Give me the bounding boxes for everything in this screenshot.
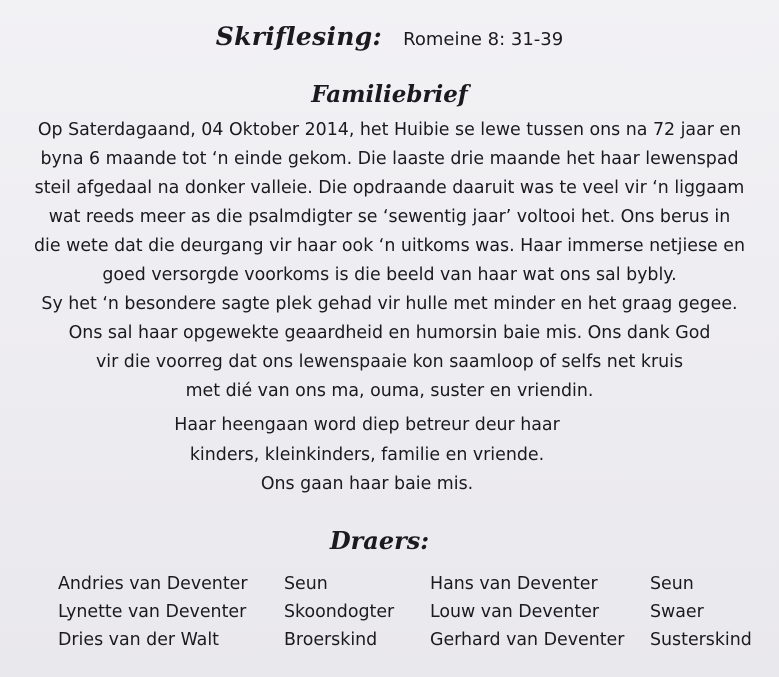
letter-line: die wete dat die deurgang vir haar ook ‘n uitkoms was. Haar immerse netjiese en	[34, 236, 745, 256]
letter-line: steil afgedaal na donker valleie. Die opdraande daaruit was te veel vir ‘n liggaam	[34, 178, 745, 198]
bearer-relation: Seun	[284, 574, 328, 594]
letter-line: met dié van ons ma, ouma, suster en vriendin.	[185, 381, 594, 401]
letter-line: Sy het ‘n besondere sagte plek gehad vir hulle met minder en het graag gegee.	[41, 294, 738, 314]
closing-message	[0, 411, 734, 500]
letter-line: Op Saterdagaand, 04 Oktober 2014, het Huibie se lewe tussen ons na 72 jaar en	[37, 120, 742, 140]
bearer-relation: Seun	[650, 574, 694, 594]
letter-title: Familiebrief	[311, 81, 468, 108]
closing-line: Haar heengaan word diep betreur deur haar	[174, 415, 560, 435]
bearer-name: Louw van Deventer	[430, 602, 600, 622]
letter-line: vir die voorreg dat ons lewenspaaie kon saamloop of selfs net kruis	[95, 352, 684, 372]
scripture-reading	[0, 22, 779, 51]
bearer-name: Lynette van Deventer	[58, 602, 247, 622]
bearer-relation: Susterskind	[650, 630, 752, 650]
bearer-name: Andries van Deventer	[58, 574, 248, 594]
bearer-name: Gerhard van Deventer	[430, 630, 625, 650]
closing-line: Ons gaan haar baie mis.	[260, 474, 474, 494]
bearer-relation: Swaer	[650, 602, 704, 622]
letter-line: goed versorgde voorkoms is die beeld van haar wat ons sal bybly.	[102, 265, 677, 285]
letter-line: byna 6 maande tot ‘n einde gekom. Die laaste drie maande het haar lewenspad	[40, 149, 739, 169]
bearers-list	[0, 570, 779, 660]
bearers-heading: Draers:	[329, 526, 430, 555]
closing-line: kinders, kleinkinders, familie en vriende.	[189, 444, 545, 465]
bearer-relation: Skoondogter	[284, 602, 395, 622]
bearer-relation: Broerskind	[284, 630, 378, 650]
bearer-name: Dries van der Walt	[58, 630, 219, 650]
family-letter	[0, 116, 779, 406]
scripture-label: Skriflesing:	[215, 22, 383, 51]
letter-line: wat reeds meer as die psalmdigter se ‘sewentig jaar’ voltooi het. Ons berus in	[48, 207, 731, 227]
letter-line: Ons sal haar opgewekte geaardheid en humorsin baie mis. Ons dank God	[68, 323, 711, 343]
bearer-name: Hans van Deventer	[430, 574, 598, 594]
scripture-reference: Romeine 8: 31-39	[403, 29, 564, 50]
